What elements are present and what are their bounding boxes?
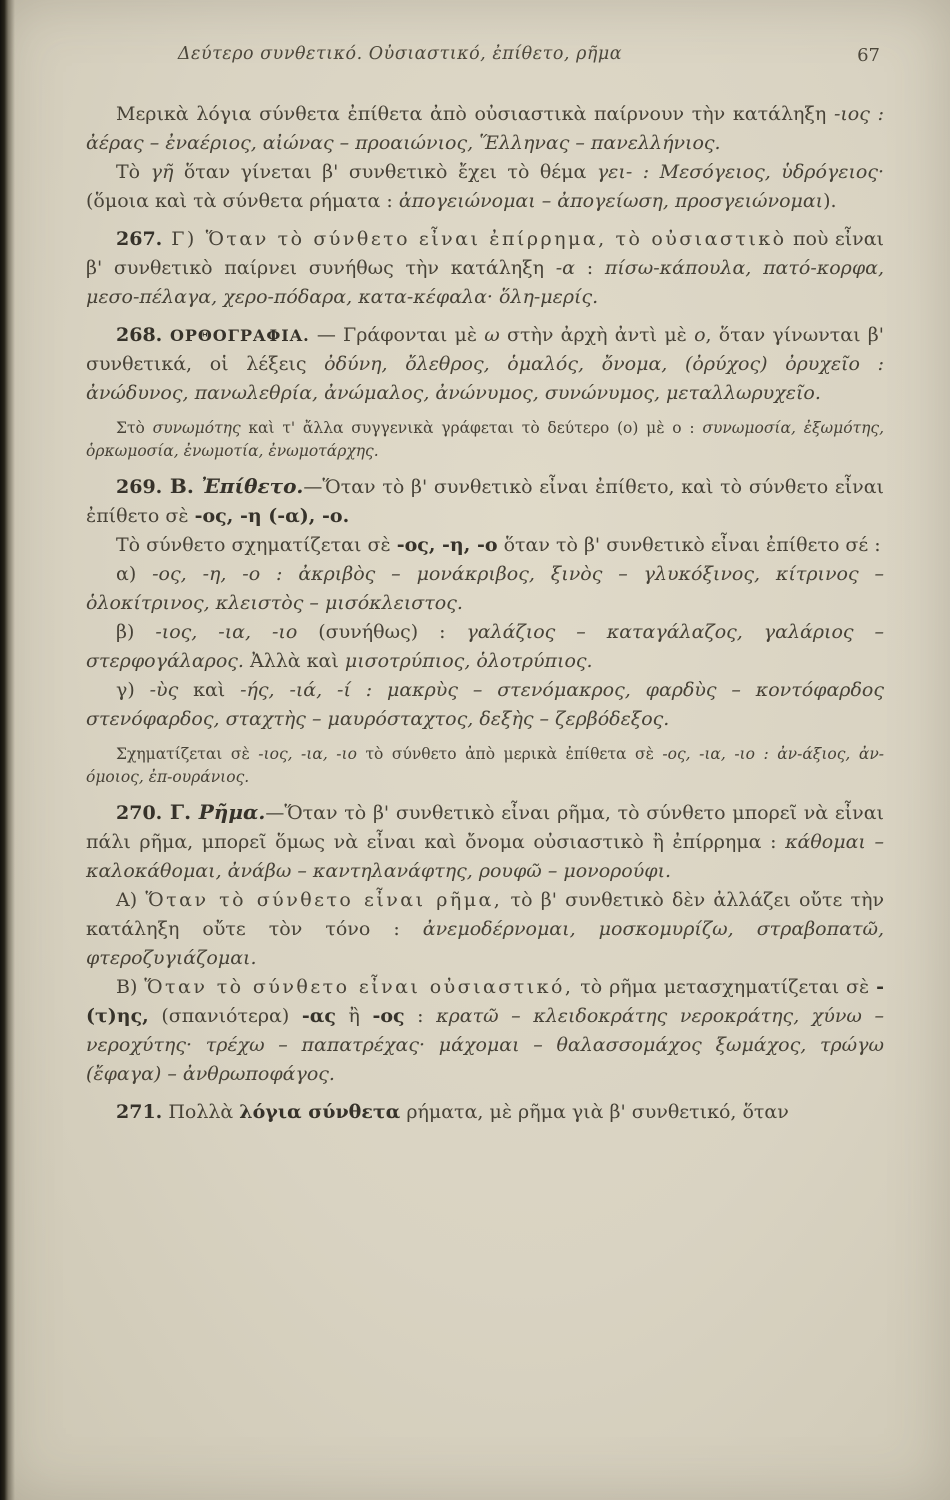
text-segment: (σπανιότερα): [148, 1005, 302, 1027]
paragraph-gei: [86, 158, 884, 216]
paragraph-270-a: [86, 886, 884, 973]
section-title: ΟΡΘΟΓΡΑΦΙΑ.: [162, 326, 310, 345]
text-segment: τὸ β' συνθετικὸ δὲν ἀλλάζει οὔτε τὴν κατάληξη οὔτε τὸν τόνο :: [86, 889, 885, 940]
text-segment: γῆ: [150, 161, 174, 183]
text-segment: Ἀλλὰ καὶ: [243, 650, 345, 672]
note-endings: [86, 743, 884, 789]
text-segment: κρατῶ – κλειδοκράτης νεροκράτης, χύνω – νεροχύτης· τρέχω – παπατρέχας· μάχομαι – θαλασσομάχος ξωμάχος, τρώγω (ἔφαγα) – ἀνθρωποφάγος.: [86, 1005, 884, 1085]
section-268: [86, 321, 884, 408]
text-segment: , ὅταν γίνωνται β' συνθετικά, οἱ λέξεις: [86, 324, 884, 375]
text-segment: ὅταν τὸ β' συνθετικὸ εἶναι ἐπίθετο σέ :: [497, 534, 881, 556]
section-269: [86, 472, 884, 531]
list-item-beta: [86, 618, 884, 676]
text-segment: -ας: [301, 1005, 336, 1027]
text-segment: τὸ σύνθετο ἀπὸ μερικὰ ἐπίθετα σὲ: [356, 745, 663, 763]
text-segment: ὀδύνη, ὄλεθρος, ὁμαλός, ὄνομα, (ὀρύχος) ὀρυχεῖο : ἀνώδυνος, πανωλεθρία, ἀνώμαλος, ἀνώνυμος, συνώνυμος, μεταλλωρυχεῖο.: [86, 353, 884, 404]
text-segment: -ιος : ἀέρας – ἐναέριος, αἰώνας – προαιώνιος, Ἕλληνας – πανελλήνιος.: [86, 103, 884, 154]
section-title: Ρῆμα.: [198, 800, 266, 824]
text-segment: — Γράφονται μὲ: [309, 324, 485, 346]
text-segment: -ιος, -ια, -ιο: [155, 621, 298, 643]
text-segment: λόγια σύνθετα: [239, 1101, 401, 1123]
list-marker: γ): [116, 679, 150, 701]
text-segment: :: [404, 1005, 437, 1027]
text-segment: καὶ: [178, 679, 241, 701]
text-segment: (συνήθως) :: [297, 621, 467, 643]
text-segment: -ὺς: [149, 679, 179, 701]
text-segment: γαλάζιος – καταγάλαζος, γαλάριος – στερφογάλαρος.: [86, 621, 885, 672]
text-segment: τὸ ρῆμα μετασχηματίζεται σὲ: [573, 976, 877, 998]
text-segment: (ὅμοια καὶ τὰ σύνθετα ρήματα :: [86, 190, 399, 212]
text-segment: Μερικὰ λόγια σύνθετα ἐπίθετα ἀπὸ οὐσιαστικὰ παίρνουν τὴν κατάληξη: [116, 103, 834, 125]
text-segment: Πολλὰ: [162, 1101, 240, 1123]
section-270: [86, 798, 884, 886]
text-segment: -(τ)ης,: [86, 976, 884, 1027]
text-segment: -ος: [372, 1005, 405, 1027]
text-segment: ἢ: [335, 1005, 373, 1027]
text-segment: -α: [555, 257, 575, 279]
list-item-alpha: [86, 560, 884, 618]
paragraph-270-b: [86, 973, 884, 1089]
running-title: Δεύτερο συνθετικό. Οὐσιαστικό, ἐπίθετο, ρῆμα: [177, 44, 623, 64]
section-267: [86, 225, 884, 312]
text-segment: -ιος, -ια, -ιο: [258, 745, 357, 763]
binding-shadow: [0, 0, 15, 1500]
text-segment: Ὅταν τὸ σύνθετο εἶναι οὐσιαστικό,: [144, 976, 574, 998]
list-item-gamma: [86, 676, 884, 734]
list-marker: Α): [116, 889, 146, 911]
section-number: 269.: [116, 476, 163, 498]
text-segment: ω: [484, 324, 500, 346]
text-segment: γει- : Μεσόγειος, ὑδρόγειος·: [596, 161, 885, 183]
text-segment: Ὅταν τὸ σύνθετο εἶναι ρῆμα,: [145, 889, 503, 911]
section-number: 271.: [116, 1101, 163, 1123]
text-segment: -ος, -η, -ο : ἀκριβὸς – μονάκριβος, ξινὸς – γλυκόξινος, κίτρινος – ὁλοκίτρινος, κλειστὸς – μισόκλειστος.: [86, 563, 884, 614]
section-letter: Γ.: [162, 800, 199, 824]
text-segment: Σχηματίζεται σὲ: [116, 745, 259, 763]
text-segment: -ής, -ιά, -ί : μακρὺς – στενόμακρος, φαρδὺς – κοντόφαρδος στενόφαρδος, σταχτὴς – μαυρόσταχτος, δεξὴς – ζερβόδεξος.: [86, 679, 884, 730]
text-segment: ο: [694, 324, 706, 346]
text-segment: —Ὅταν τὸ β' συνθετικὸ εἶναι ἐπίθετο, καὶ τὸ σύνθετο εἶναι ἐπίθετο σὲ: [86, 476, 884, 527]
text-segment: κάθομαι – καλοκάθομαι, ἀνάβω – καντηλανάφτης, ρουφῶ – μονορούφι.: [86, 831, 884, 882]
text-segment: ποὺ εἶναι β' συνθετικὸ παίρνει συνήθως τὴν κατάληξη: [86, 228, 884, 279]
section-number: 267.: [116, 228, 163, 250]
section-number: 270.: [116, 802, 163, 824]
text-segment: ρήματα, μὲ ρῆμα γιὰ β' συνθετικό, ὅταν: [400, 1101, 789, 1123]
text-segment: στὴν ἀρχὴ ἀντὶ μὲ: [499, 324, 695, 346]
text-segment: Στὸ: [116, 419, 153, 437]
section-271: [86, 1098, 884, 1127]
list-marker: β): [116, 621, 156, 643]
page-header: [86, 44, 884, 76]
text-segment: μισοτρύπιος, ὁλοτρύπιος.: [344, 650, 593, 672]
text-segment: Γ) Ὅταν τὸ σύνθετο εἶναι ἐπίρρημα, τὸ οὐσιαστικὸ: [162, 228, 787, 250]
note-synomotis: [86, 417, 884, 463]
page-content: [86, 44, 884, 1127]
list-marker: α): [116, 563, 153, 585]
text-segment: -ος, -ια, -ιο : ἀν-άξιος, ἀν-όμοιος, ἐπ-ουράνιος.: [86, 745, 884, 786]
page-number: 67: [857, 45, 880, 66]
text-segment: ὅταν γίνεται β' συνθετικὸ ἔχει τὸ θέμα: [173, 161, 597, 183]
text-segment: ἀνεμοδέρνομαι, μοσκομυρίζω, στραβοπατῶ, φτεροζυγιάζομαι.: [86, 918, 884, 969]
text-segment: καὶ τ' ἄλλα συγγενικὰ γράφεται τὸ δεύτερο (ο) μὲ ο :: [240, 419, 703, 437]
list-marker: Β): [116, 976, 145, 998]
section-letter: Β.: [162, 474, 202, 498]
section-number: 268.: [116, 324, 163, 346]
text-segment: :: [575, 257, 605, 279]
paragraph-schimatizetai: [86, 531, 884, 560]
text-segment: Τὸ: [116, 161, 151, 183]
text-segment: ).: [823, 190, 837, 212]
text-segment: πίσω-κάπουλα, πατό-κορφα, μεσο-πέλαγα, χερο-πόδαρα, κατα-κέφαλα· ὅλη-μερίς.: [86, 257, 884, 308]
text-segment: ἀπογειώνομαι – ἀπογείωση, προσγειώνομαι: [398, 190, 824, 212]
intro-paragraph: [86, 100, 884, 158]
section-title: Ἐπίθετο.: [201, 474, 304, 498]
text-segment: -ος, -η (-α), -ο.: [194, 505, 350, 527]
text-segment: —Ὅταν τὸ β' συνθετικὸ εἶναι ρῆμα, τὸ σύνθετο μπορεῖ νὰ εἶναι πάλι ρῆμα, μπορεῖ ὅμως νὰ εἶναι καὶ ὄνομα οὐσιαστικὸ ἢ ἐπίρρημα :: [86, 802, 884, 853]
text-segment: συνωμοσία, ἐξωμότης, ὁρκωμοσία, ἐνωμοτία, ἐνωμοτάρχης.: [86, 419, 884, 460]
text-segment: συνωμότης: [152, 419, 241, 437]
text-segment: Τὸ σύνθετο σχηματίζεται σὲ: [116, 534, 397, 556]
text-segment: -ος, -η, -ο: [396, 534, 498, 556]
